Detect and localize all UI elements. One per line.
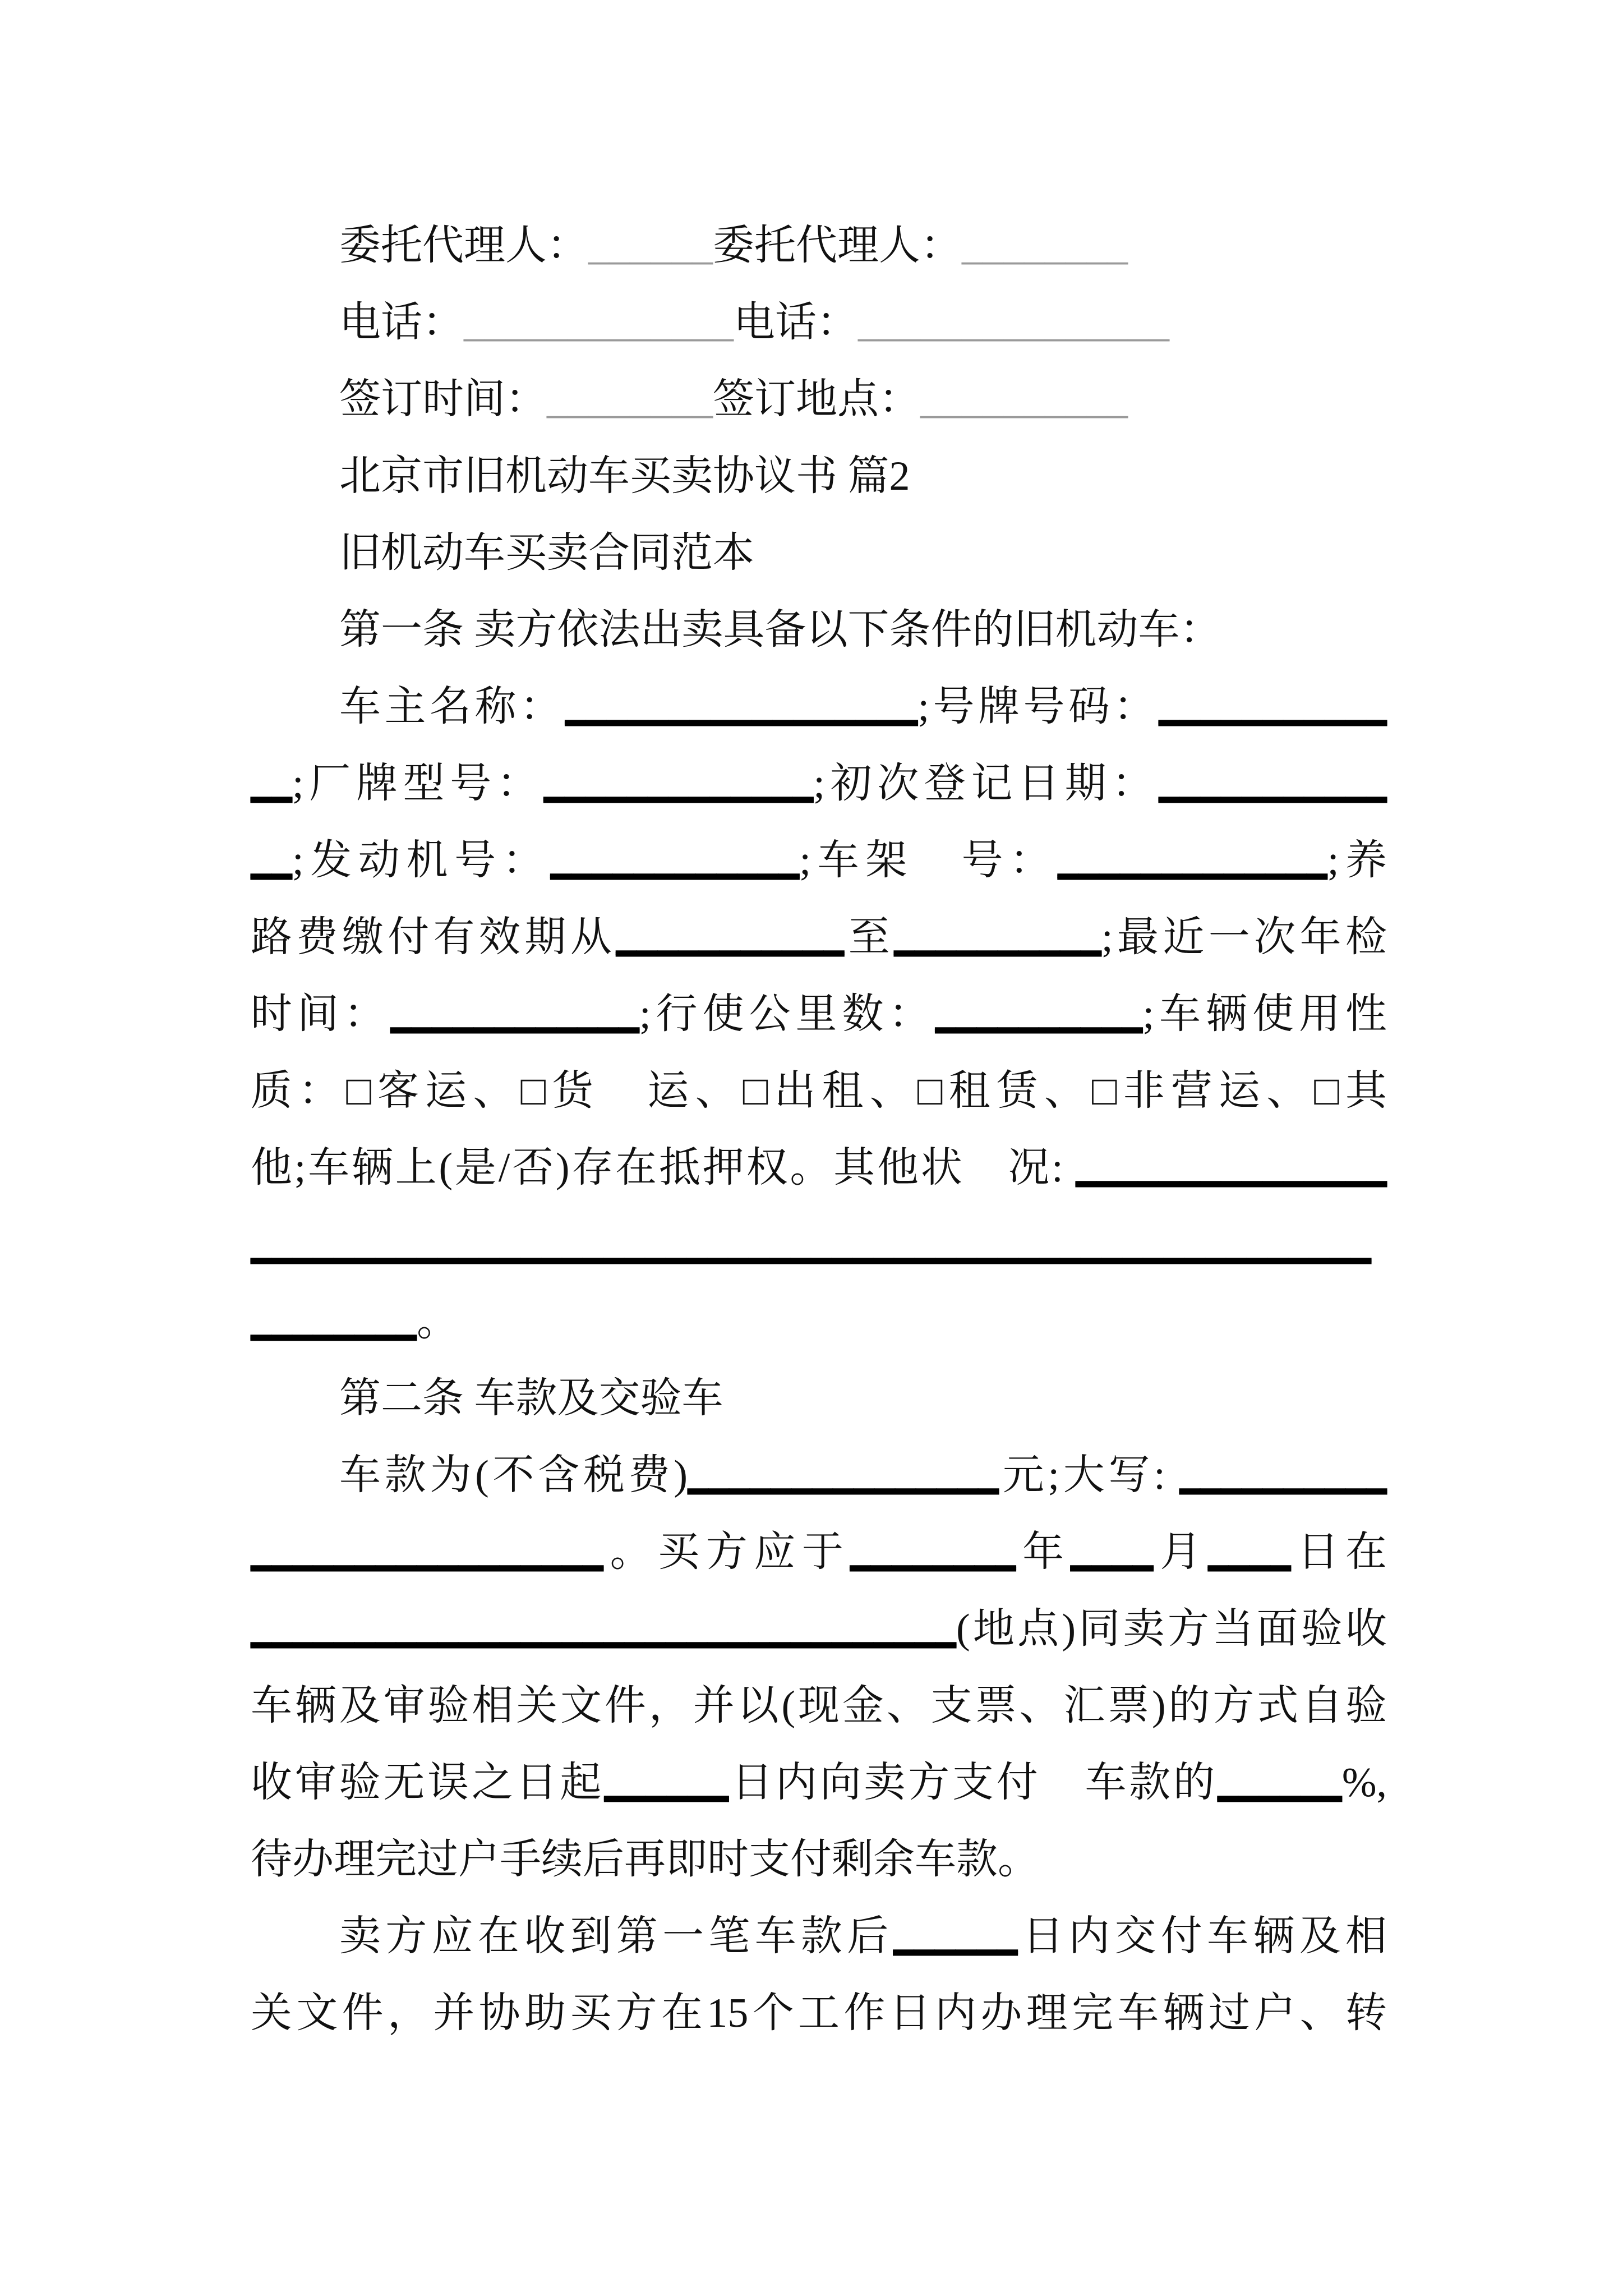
text-run: 旧机动车买卖合同范本 — [339, 530, 754, 576]
text-line — [251, 1745, 1387, 1821]
text-line — [251, 1668, 1387, 1745]
text-run: 元;大写: — [999, 1452, 1179, 1498]
paragraph — [251, 1437, 1387, 1898]
fill-in-blank: _____________ — [543, 761, 814, 807]
text-line — [251, 284, 1387, 361]
text-run: ;初次登记日期： — [813, 761, 1159, 807]
paragraph — [251, 1898, 1387, 2052]
fill-in-blank: ____________ — [550, 838, 800, 884]
paragraph — [251, 361, 1387, 438]
fill-in-blank: _______________ — [688, 1452, 999, 1498]
fill-in-blank: ____ — [1070, 1529, 1154, 1575]
text-run: 时间： — [251, 991, 390, 1037]
text-run: 他;车辆上(是/否)存在抵押权。其他状 况: — [251, 1145, 1076, 1191]
text-line — [251, 1591, 1387, 1668]
fill-in-blank: ________ — [850, 1529, 1016, 1575]
text-run: 收审验无误之日起 — [251, 1760, 605, 1806]
text-run: ;厂牌型号： — [292, 761, 544, 807]
text-line — [251, 1130, 1387, 1207]
text-line — [251, 1514, 1387, 1591]
fill-in-blank: _______________ — [858, 300, 1169, 346]
text-run: 月 — [1153, 1529, 1208, 1575]
text-line — [251, 1898, 1387, 1975]
text-line — [251, 1821, 1387, 1898]
fill-in-blank: ___________ — [1159, 761, 1387, 807]
text-run: 关文件，并协助买方在15个工作日内办理完车辆过户、转 — [251, 1990, 1387, 2036]
text-run: ;号牌号码： — [917, 684, 1159, 730]
text-run: ;养 — [1327, 838, 1387, 884]
text-run: (地点)同卖方当面验收 — [956, 1606, 1387, 1652]
text-run: 第一条 卖方依法出卖具备以下条件的旧机动车： — [339, 607, 1221, 653]
text-run: 日内向卖方支付 车款的 — [728, 1760, 1218, 1806]
fill-in-blank: ________ — [547, 376, 713, 422]
text-run: 质：□客运、□货 运、□出租、□租赁、□非营运、□其 — [251, 1068, 1387, 1114]
text-line — [251, 1360, 1387, 1437]
text-run: 至 — [844, 914, 895, 960]
paragraph — [251, 438, 1387, 515]
text-line — [251, 1437, 1387, 1514]
text-run: 第二条 车款及交验车 — [339, 1375, 723, 1421]
text-line — [251, 746, 1387, 822]
fill-in-blank: __ — [251, 761, 292, 807]
text-run: 待办理完过户手续后再即时支付剩余车款。 — [251, 1837, 1039, 1883]
text-run: 日内交付车辆及相 — [1017, 1913, 1387, 1959]
text-run: 。买方应于 — [603, 1529, 850, 1575]
text-run: 。 — [417, 1299, 458, 1345]
text-run: %, — [1341, 1760, 1387, 1806]
text-run: 卖方应在收到第一笔车款后 — [339, 1913, 893, 1959]
text-run: 日在 — [1290, 1529, 1387, 1575]
text-line — [251, 208, 1387, 284]
paragraph — [251, 1360, 1387, 1437]
fill-in-blank: _________________ — [565, 684, 918, 730]
fill-in-blank: __________ — [920, 376, 1128, 422]
text-run: 年 — [1016, 1529, 1071, 1575]
fill-in-blank: ______________________________________________________ — [251, 1222, 1371, 1268]
text-line — [251, 899, 1387, 976]
paragraph — [251, 208, 1387, 284]
text-run: 签订地点： — [713, 376, 920, 422]
fill-in-blank: __________ — [1179, 1452, 1387, 1498]
fill-in-blank: __ — [251, 838, 292, 884]
text-run: 车辆及审验相关文件，并以(现金、支票、汇票)的方式自验 — [251, 1683, 1387, 1729]
text-run: 签订时间： — [339, 376, 547, 422]
text-run: 电话： — [734, 300, 858, 346]
text-line — [251, 822, 1387, 899]
text-line — [251, 361, 1387, 438]
text-line — [251, 1053, 1387, 1130]
paragraph — [251, 669, 1387, 1360]
fill-in-blank: __________________________________ — [251, 1606, 956, 1652]
fill-in-blank: ______ — [893, 1913, 1018, 1959]
fill-in-blank: ________ — [962, 223, 1128, 269]
text-line — [251, 669, 1387, 746]
fill-in-blank: ___________ — [1159, 684, 1387, 730]
text-line — [251, 1207, 1387, 1283]
fill-in-blank: _______________ — [1076, 1145, 1387, 1191]
text-run: 车主名称： — [339, 684, 565, 730]
fill-in-blank: ______ — [588, 223, 713, 269]
fill-in-blank: _____________ — [464, 300, 734, 346]
paragraph — [251, 592, 1387, 669]
text-run: 北京市旧机动车买卖协议书 篇2 — [339, 453, 910, 499]
fill-in-blank: ______ — [604, 1760, 729, 1806]
text-run: 委托代理人： — [339, 223, 588, 269]
paragraph — [251, 515, 1387, 592]
fill-in-blank: ______ — [1217, 1760, 1342, 1806]
text-line — [251, 515, 1387, 592]
text-run: ;行使公里数： — [639, 991, 935, 1037]
text-run: 委托代理人： — [713, 223, 962, 269]
text-line — [251, 976, 1387, 1053]
text-run: 路费缴付有效期从 — [251, 914, 616, 960]
text-run: ;最近一次年检 — [1101, 914, 1387, 960]
text-line — [251, 1975, 1387, 2052]
text-run: ;车架 号： — [799, 838, 1058, 884]
fill-in-blank: _________________ — [251, 1529, 603, 1575]
text-run: 车款为(不含税费) — [339, 1452, 688, 1498]
text-line — [251, 592, 1387, 669]
fill-in-blank: _____________ — [1057, 838, 1327, 884]
fill-in-blank: ________ — [251, 1299, 417, 1345]
text-run: 电话： — [339, 300, 464, 346]
fill-in-blank: __________ — [935, 991, 1143, 1037]
fill-in-blank: ___________ — [616, 914, 845, 960]
fill-in-blank: ____ — [1207, 1529, 1291, 1575]
fill-in-blank: ____________ — [390, 991, 639, 1037]
text-run: ;发动机号： — [292, 838, 551, 884]
fill-in-blank: __________ — [894, 914, 1102, 960]
document-body — [251, 208, 1387, 2052]
paragraph — [251, 284, 1387, 361]
text-line — [251, 438, 1387, 515]
text-line — [251, 1283, 1387, 1360]
text-run: ;车辆使用性 — [1142, 991, 1387, 1037]
